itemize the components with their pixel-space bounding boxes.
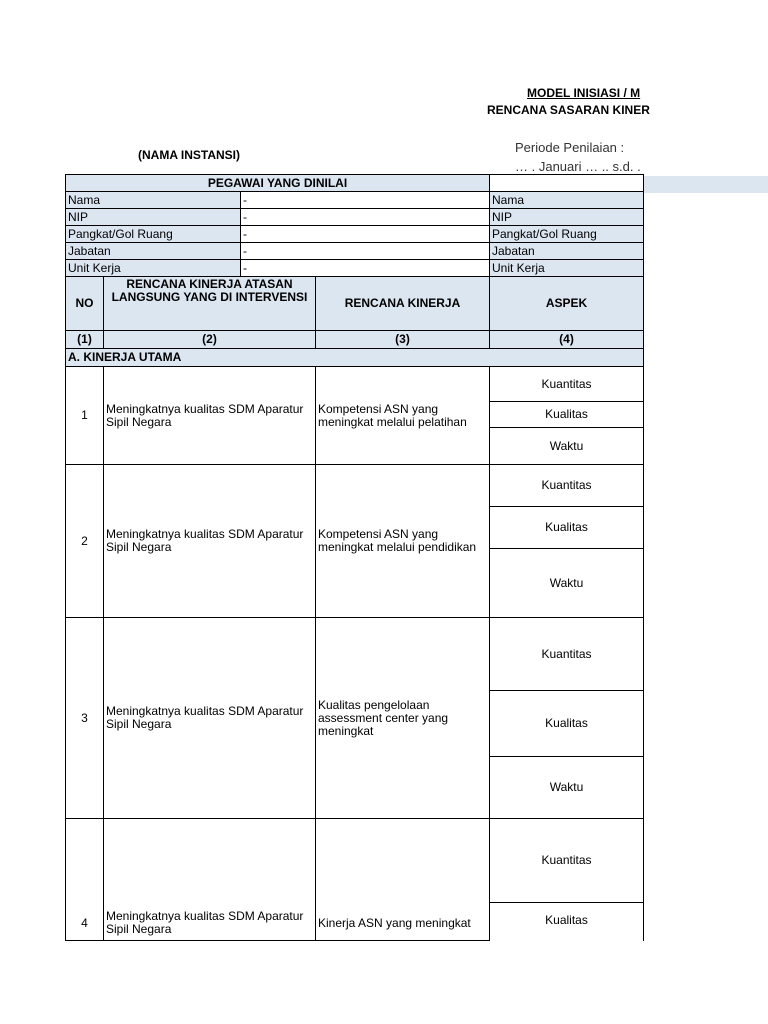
col-header-no: NO <box>66 277 104 331</box>
row-1-aspek-kuantitas: Kuantitas <box>490 367 644 402</box>
row-4-no: 4 <box>66 819 104 941</box>
right-label-nip: NIP <box>490 209 644 226</box>
col-number-4: (4) <box>490 331 644 349</box>
row-4-aspek-kualitas: Kualitas <box>490 903 644 941</box>
row-4-atasan: Meningkatnya kualitas SDM Aparatur Sipil Negara <box>104 819 316 941</box>
field-value-nip[interactable]: - <box>241 209 490 226</box>
row-1-kinerja: Kompetensi ASN yang meningkat melalui pelatihan <box>316 367 490 465</box>
row-4-aspek-kuantitas: Kuantitas <box>490 819 644 903</box>
atasan-heading-cell <box>490 175 644 192</box>
row-2-kinerja: Kompetensi ASN yang meningkat melalui pendidikan <box>316 465 490 618</box>
col-header-rk-atasan: RENCANA KINERJA ATASAN LANGSUNG YANG DI INTERVENSI <box>104 277 316 331</box>
row-2-atasan: Meningkatnya kualitas SDM Aparatur Sipil Negara <box>104 465 316 618</box>
row-1-aspek-kualitas: Kualitas <box>490 402 644 428</box>
field-label-nip: NIP <box>66 209 241 226</box>
right-label-nama: Nama <box>490 192 644 209</box>
periode-label: Periode Penilaian : <box>515 140 625 155</box>
instansi-label: (NAMA INSTANSI) <box>138 148 240 162</box>
document-subtitle: RENCANA SASARAN KINER <box>487 103 650 117</box>
row-3-aspek-kualitas: Kualitas <box>490 691 644 757</box>
row-3-no: 3 <box>66 618 104 819</box>
skp-table <box>65 174 644 941</box>
pegawai-heading: PEGAWAI YANG DINILAI <box>66 175 490 192</box>
highlight-strip <box>644 176 768 193</box>
field-value-pangkat[interactable]: - <box>241 226 490 243</box>
col-number-2: (2) <box>104 331 316 349</box>
periode-value: … . Januari … .. s.d. . <box>515 159 641 174</box>
field-label-nama: Nama <box>66 192 241 209</box>
field-value-nama[interactable]: - <box>241 192 490 209</box>
section-kinerja-utama: A. KINERJA UTAMA <box>66 349 644 367</box>
col-number-3: (3) <box>316 331 490 349</box>
field-label-jabatan: Jabatan <box>66 243 241 260</box>
field-value-jabatan[interactable]: - <box>241 243 490 260</box>
row-4-kinerja: Kinerja ASN yang meningkat <box>316 819 490 941</box>
col-header-aspek: ASPEK <box>490 277 644 331</box>
row-1-atasan: Meningkatnya kualitas SDM Aparatur Sipil Negara <box>104 367 316 465</box>
right-label-jabatan: Jabatan <box>490 243 644 260</box>
row-2-no: 2 <box>66 465 104 618</box>
right-label-unit-kerja: Unit Kerja <box>490 260 644 277</box>
row-3-aspek-kuantitas: Kuantitas <box>490 618 644 691</box>
row-1-aspek-waktu: Waktu <box>490 428 644 465</box>
row-1-no: 1 <box>66 367 104 465</box>
right-label-pangkat: Pangkat/Gol Ruang <box>490 226 644 243</box>
row-2-aspek-kuantitas: Kuantitas <box>490 465 644 507</box>
document-title: MODEL INISIASI / M <box>527 86 641 100</box>
row-3-kinerja: Kualitas pengelolaan assessment center yang meningkat <box>316 618 490 819</box>
row-3-atasan: Meningkatnya kualitas SDM Aparatur Sipil Negara <box>104 618 316 819</box>
col-header-rencana-kinerja: RENCANA KINERJA <box>316 277 490 331</box>
col-number-1: (1) <box>66 331 104 349</box>
field-value-unit-kerja[interactable]: - <box>241 260 490 277</box>
row-2-aspek-waktu: Waktu <box>490 549 644 618</box>
field-label-pangkat: Pangkat/Gol Ruang <box>66 226 241 243</box>
field-label-unit-kerja: Unit Kerja <box>66 260 241 277</box>
row-2-aspek-kualitas: Kualitas <box>490 507 644 549</box>
row-3-aspek-waktu: Waktu <box>490 757 644 819</box>
